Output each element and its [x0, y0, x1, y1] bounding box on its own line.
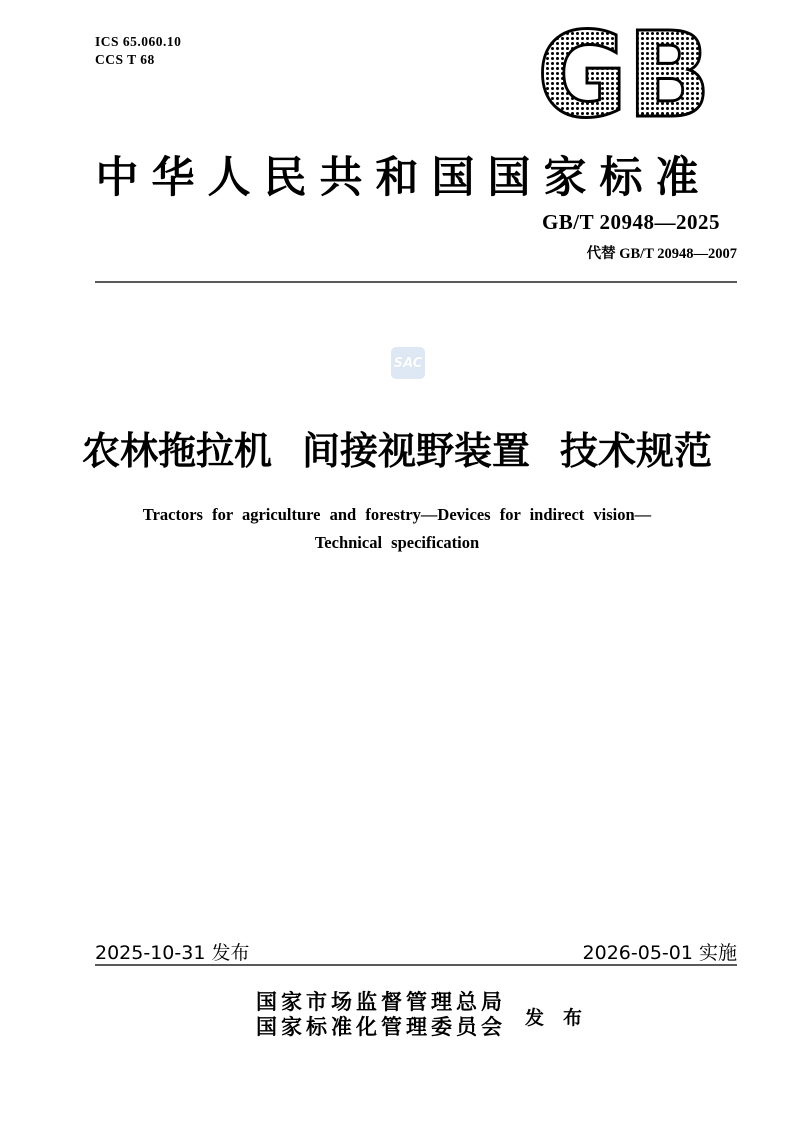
standard-number: GB/T 20948—2025 — [541, 210, 720, 234]
standard-title-chinese — [0, 420, 794, 475]
title-en-line1: Tractors for agriculture and forestry—Devices for indirect vision— — [142, 505, 652, 524]
issuer-line1: 国家市场监督管理总局 — [256, 990, 506, 1014]
replaces-note: 代替 GB/T 20948—2007 — [586, 246, 737, 262]
gb-logo-text: GB — [537, 26, 711, 120]
standard-number-block — [542, 210, 737, 263]
national-standard-heading: 中华人民共和国国家标准 — [95, 155, 712, 202]
title-en-line2: Technical specification — [314, 533, 480, 552]
header-divider — [95, 281, 737, 283]
issuer-block — [256, 990, 582, 1040]
issuer-names — [256, 990, 506, 1040]
footer-divider — [95, 964, 737, 966]
dates-row — [95, 938, 737, 965]
ccs-code: CCS T 68 — [95, 52, 155, 67]
gb-logo-graphic — [535, 26, 713, 120]
gb-logo — [535, 26, 713, 120]
sac-watermark-text: SAC — [393, 355, 423, 371]
title-cn-part: 技术规范 — [560, 429, 713, 473]
sac-watermark — [391, 347, 425, 379]
classification-codes — [95, 33, 181, 69]
ics-code: ICS 65.060.10 — [95, 34, 182, 49]
implement-date: 2026-05-01 实施 — [582, 942, 737, 964]
release-date: 2025-10-31 发布 — [95, 942, 250, 964]
issuer-line2: 国家标准化管理委员会 — [256, 1015, 506, 1039]
title-cn-part: 间接视野装置 — [301, 429, 530, 473]
issue-label: 发 布 — [525, 1006, 583, 1029]
title-cn-part: 农林拖拉机 — [81, 429, 272, 473]
standard-title-english — [0, 501, 794, 557]
